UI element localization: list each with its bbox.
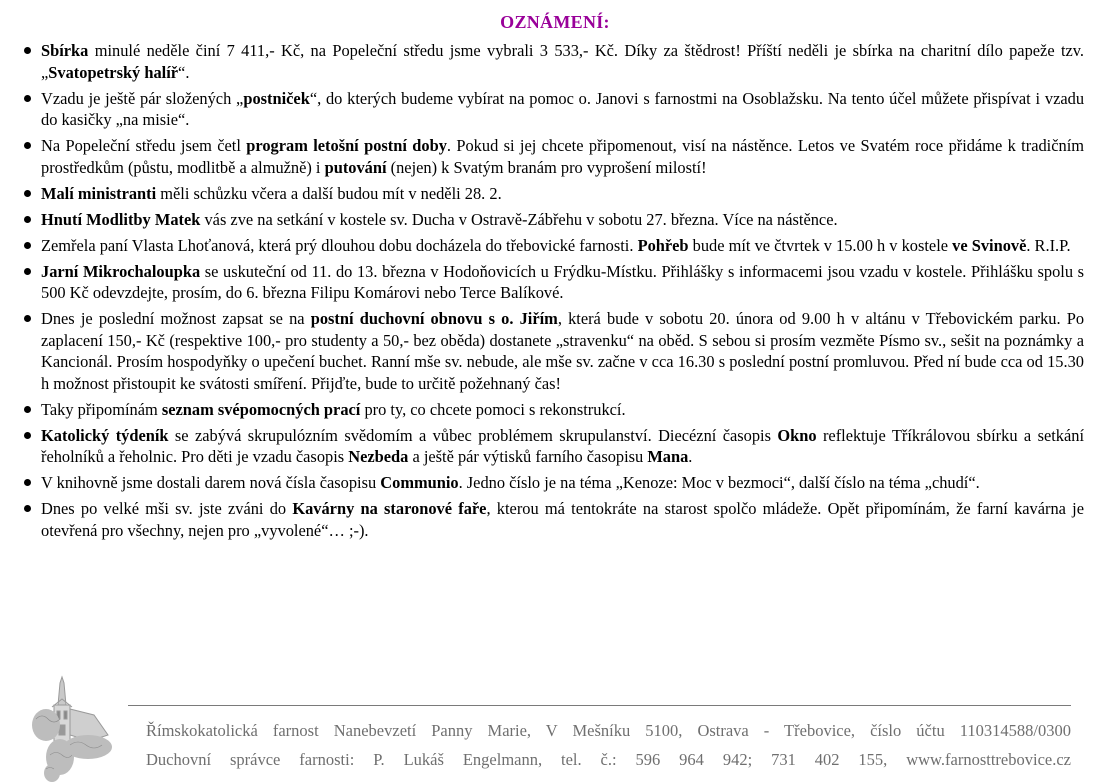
announcement-item (22, 88, 1084, 131)
body-text: , kterou má tentokráte na starost spolčo mládeže. Opět připomínám, že farní kavárna je otevřená pro všechny, nejen pro „vyvolené“… ;-). (41, 499, 1084, 540)
announcement-item (22, 135, 1084, 178)
body-text: . Jedno číslo je na téma „Kenoze: Moc v bezmoci“, další číslo na téma „chudí“. (458, 473, 980, 492)
body-text: bude mít ve čtvrtek v 15.00 h v kostele (688, 235, 953, 255)
body-text: Na Popeleční středu jsem četl (41, 136, 247, 155)
highlight-text: Mana (647, 447, 689, 466)
highlight-text: Communio (380, 473, 459, 492)
body-text: Vzadu je ještě pár složených „ (41, 88, 244, 108)
body-text: (nejen) k Svatým branám pro vyprošení milostí! (386, 157, 707, 177)
highlight-text: Jarní Mikrochaloupka (41, 261, 201, 281)
body-text: Dnes je poslední možnost zapsat se na (41, 309, 311, 328)
body-text: a ještě pár výtisků farního časopisu (408, 447, 648, 466)
highlight-text: Pohřeb (637, 235, 689, 255)
body-text: Dnes po velké mši sv. jste zváni do (41, 499, 293, 518)
body-text: , která bude v sobotu 20. února od 9.00 h v altánu v Třebovickém parku. Po zaplacení 150,- Kč (respektive 100,- pro studenty a 50,- bez oběda) dostanete „stravenku“ na oběd. S sebou si prosím vezměte Písmo sv., sešit na poznámky a Kancionál. Prosím hospodyňky o upečení buchet. Ranní mše sv. nebude, ale mše sv. začne v cca 16.30 s poslední postní promluvou. Před ní bude cca od 15.30 h možnost přistoupit ke svátosti smíření. Přijďte, bude to určitě požehnaný čas! (41, 309, 1085, 393)
highlight-text: postní duchovní obnovu s o. Jiřím (310, 309, 558, 328)
church-drawing-icon (30, 675, 122, 783)
bullet-icon (24, 505, 31, 512)
body-text: vás zve na setkání v kostele sv. Ducha v Ostravě-Zábřehu v sobotu 27. března. Více na nástěnce. (200, 209, 838, 229)
highlight-text: Kavárny na staronové faře (292, 499, 487, 518)
body-text: . Pokud si jej chcete připomenout, visí na nástěnce. Letos ve Svatém roce přidáme k tradičním prostředkům (půstu, modlitbě a almužně) i (41, 136, 1084, 177)
bullet-icon (24, 47, 31, 54)
highlight-text: Svatopetrský halíř (48, 62, 179, 82)
announcement-item (22, 209, 1084, 231)
footer-contact: Duchovní správce farnosti: P. Lukáš Engelmann, tel. č.: 596 964 942; 731 402 155, www.farnosttrebovice.cz (146, 750, 1071, 769)
page-title: OZNÁMENÍ: (500, 12, 610, 32)
announcement-item (22, 399, 1084, 421)
highlight-text: ve Svinově (952, 235, 1027, 255)
bullet-icon (24, 479, 31, 486)
highlight-text: Hnutí Modlitby Matek (41, 209, 201, 229)
announcement-item (22, 235, 1084, 257)
announcement-item (22, 183, 1084, 205)
highlight-text: seznam svépomocných prací (161, 399, 361, 419)
bullet-icon (24, 216, 31, 223)
bullet-icon (24, 315, 31, 322)
announcement-item (22, 261, 1084, 304)
highlight-text: putování (324, 157, 387, 177)
bullet-icon (24, 190, 31, 197)
highlight-text: program letošní postní doby (246, 136, 447, 155)
body-text: Taky připomínám (41, 399, 162, 419)
announcement-item (22, 472, 1084, 494)
announcement-item (22, 498, 1084, 541)
highlight-text: Katolický týdeník (41, 425, 169, 445)
body-text: . (688, 447, 693, 466)
announcement-list (22, 40, 1084, 546)
bullet-icon (24, 242, 31, 249)
bullet-icon (24, 406, 31, 413)
footer-parish-address: Římskokatolická farnost Nanebevzetí Panny Marie, V Mešníku 5100, Ostrava - Třebovice, číslo účtu 110314588/0300 (146, 721, 1071, 740)
highlight-text: Nezbeda (348, 447, 409, 466)
highlight-text: Malí ministranti (41, 183, 157, 203)
highlight-text: Okno (777, 425, 817, 445)
bullet-icon (24, 95, 31, 102)
bullet-icon (24, 432, 31, 439)
announcement-item (22, 308, 1084, 394)
body-text: V knihovně jsme dostali darem nová čísla časopisu (41, 473, 381, 492)
announcement-item (22, 40, 1084, 83)
footer-divider (128, 705, 1071, 706)
highlight-text: Sbírka (41, 41, 89, 60)
body-text: Zemřela paní Vlasta Lhoťanová, která prý dlouhou dobu docházela do třebovické farnosti. (41, 235, 638, 255)
body-text: reflektuje Tříkrálovou sbírku a setkání řeholníků a řeholnic. Pro děti je vzadu časopis (41, 425, 1085, 466)
announcement-item (22, 425, 1084, 468)
highlight-text: postniček (243, 88, 310, 108)
bullet-icon (24, 142, 31, 149)
body-text: “. (178, 62, 190, 82)
body-text: se uskuteční od 11. do 13. března v Hodoňovicích u Frýdku-Místku. Přihlášky s informacemi jsou vzadu v kostele. Přihlášku spolu s 500 Kč odevzdejte, prosím, do 6. března Filipu Komárovi nebo Terce Balíkové. (41, 261, 1085, 302)
bullet-icon (24, 268, 31, 275)
body-text: . R.I.P. (1026, 235, 1071, 255)
body-text: pro ty, co chcete pomoci s rekonstrukcí. (360, 399, 626, 419)
body-text: se zabývá skrupulózním svědomím a vůbec problémem skrupulanství. Diecézní časopis (168, 425, 778, 445)
body-text: “, do kterých budeme vybírat na pomoc o. Janovi s farnostmi na Osoblažsku. Na tento účel můžete přispívat i vzadu do kasičky „na misie“. (41, 88, 1085, 129)
body-text: měli schůzku včera a další budou mít v neděli 28. 2. (156, 183, 502, 203)
body-text: minulé neděle činí 7 411,- Kč, na Popeleční středu jsme vybrali 3 533,- Kč. Díky za štědrost! Příští neděli je sbírka na charitní dílo papeže tzv. „ (41, 41, 1084, 82)
